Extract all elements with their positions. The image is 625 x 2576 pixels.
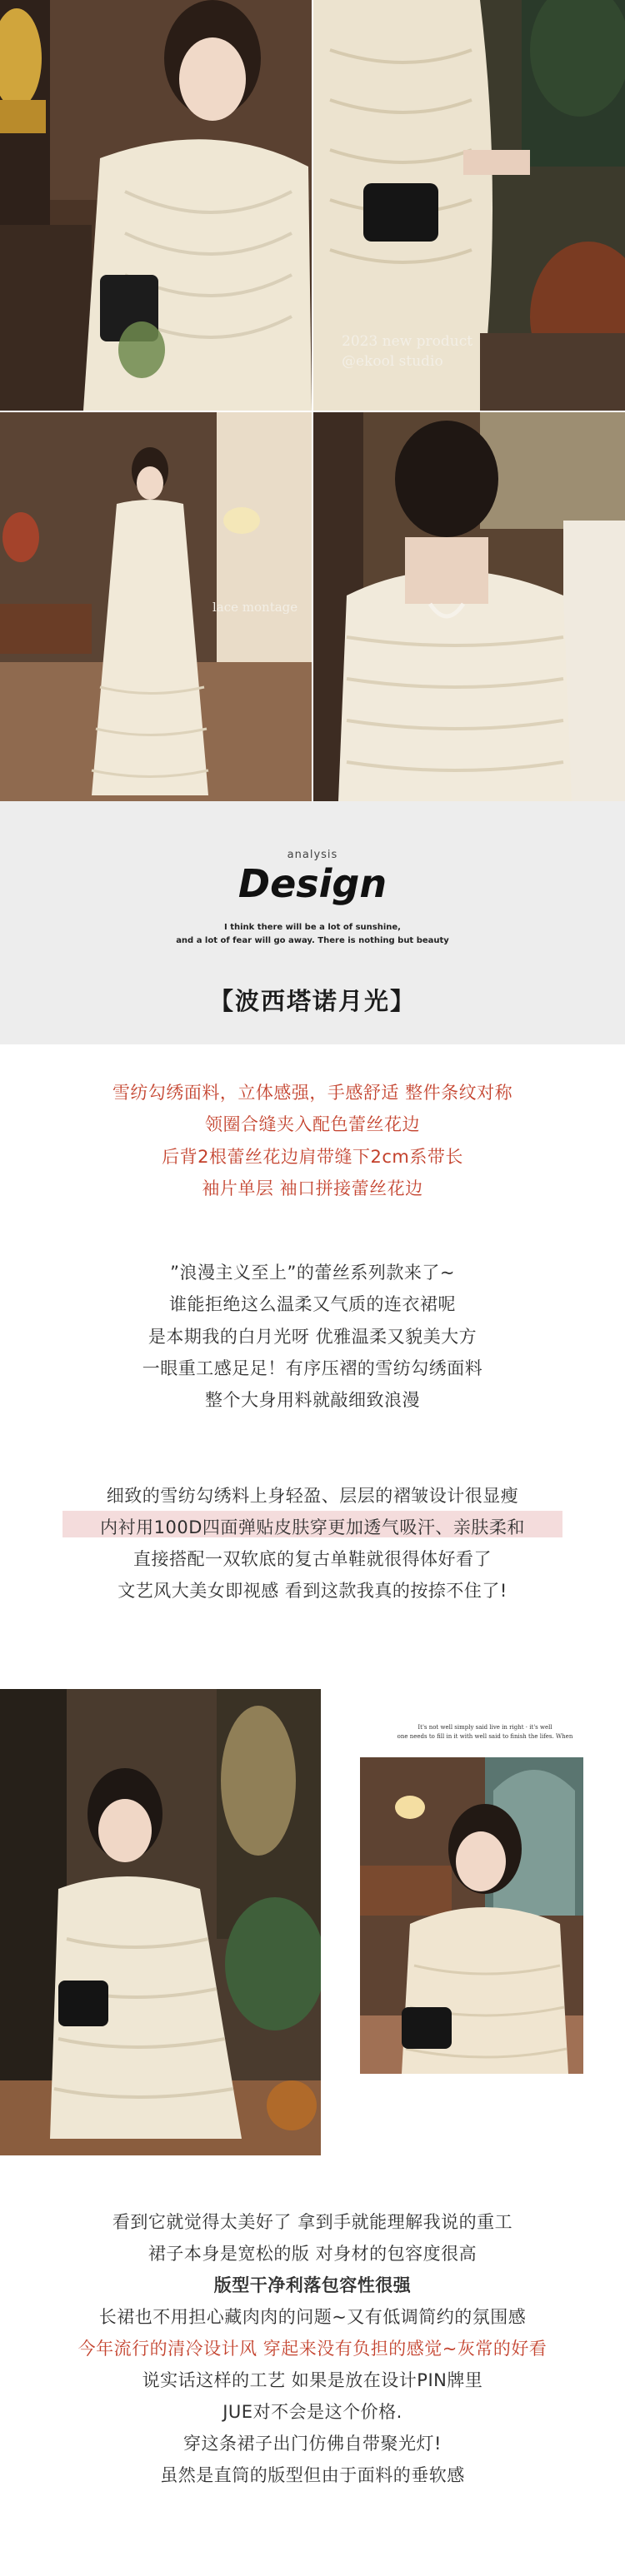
design-title: Design bbox=[238, 861, 388, 906]
intro-line: ”浪漫主义至上”的蕾丝系列款来了~ bbox=[170, 1263, 455, 1283]
photo-mid-right bbox=[313, 412, 625, 801]
feature-line: 后背2根蕾丝花边肩带缝下2cm系带长 bbox=[162, 1147, 463, 1167]
feature-line: 领圈合缝夹入配色蕾丝花边 bbox=[205, 1114, 420, 1134]
closing-line: 长裙也不用担心藏肉肉的问题~又有低调简约的氛围感 bbox=[98, 2307, 527, 2327]
detail-line: 内衬用100D四面弹贴皮肤穿更加透气吸汗、亲肤柔和 bbox=[100, 1517, 525, 1537]
caption-product: 2023 new product bbox=[342, 333, 473, 350]
closing-line: 穿这条裙子出门仿佛自带聚光灯! bbox=[183, 2434, 442, 2454]
intro-line: 是本期我的白月光呀 优雅温柔又貌美大方 bbox=[148, 1327, 478, 1347]
detail-line: 细致的雪纺勾绣料上身轻盈、层层的褶皱设计很显瘦 bbox=[106, 1486, 519, 1506]
tagline-line-2: and a lot of fear will go away. There is nothing but beauty bbox=[176, 936, 449, 945]
closing-line: 说实话这样的工艺 如果是放在设计PIN牌里 bbox=[142, 2370, 483, 2390]
closing-line: 裙子本身是宽松的版 对身材的包容度很高 bbox=[148, 2244, 478, 2264]
intro-line: 谁能拒绝这么温柔又气质的连衣裙呢 bbox=[169, 1294, 456, 1314]
intro-line: 整个大身用料就敲细致浪漫 bbox=[205, 1390, 420, 1410]
product-name: 【波西塔诺月光】 bbox=[208, 987, 416, 1015]
small-note-line-2: one needs to fill in it with well said to finish the lifes. When bbox=[397, 1733, 573, 1740]
photo-top-left bbox=[0, 0, 312, 411]
detail-line: 直接搭配一双软底的复古单鞋就很得体好看了 bbox=[133, 1549, 492, 1569]
feature-line: 袖片单层 袖口拼接蕾丝花边 bbox=[202, 1178, 423, 1198]
caption-studio: @ekool studio bbox=[342, 353, 443, 370]
tagline-line-1: I think there will be a lot of sunshine, bbox=[224, 923, 401, 932]
photo-lower-left bbox=[0, 1689, 321, 2155]
photo-lower-right bbox=[360, 1757, 583, 2074]
closing-line: 版型干净利落包容性很强 bbox=[213, 2275, 412, 2295]
closing-line-highlight: 今年流行的清冷设计风 穿起来没有负担的感觉~灰常的好看 bbox=[78, 2339, 548, 2359]
closing-line: JUE对不会是这个价格. bbox=[222, 2402, 402, 2422]
feature-line: 雪纺勾绣面料，立体感强，手感舒适 整件条纹对称 bbox=[112, 1083, 513, 1103]
closing-line: 看到它就觉得太美好了 拿到手就能理解我说的重工 bbox=[112, 2212, 513, 2232]
small-note-line-1: It's not well simply said live in right · it's well bbox=[418, 1724, 552, 1731]
caption-lace: lace montage bbox=[212, 600, 298, 615]
intro-line: 一眼重工感足足！有序压褶的雪纺勾绣面料 bbox=[142, 1358, 483, 1378]
analysis-kicker: analysis bbox=[287, 849, 338, 861]
closing-line: 虽然是直筒的版型但由于面料的垂软感 bbox=[160, 2465, 465, 2485]
detail-line: 文艺风大美女即视感 看到这款我真的按捺不住了! bbox=[118, 1581, 508, 1601]
